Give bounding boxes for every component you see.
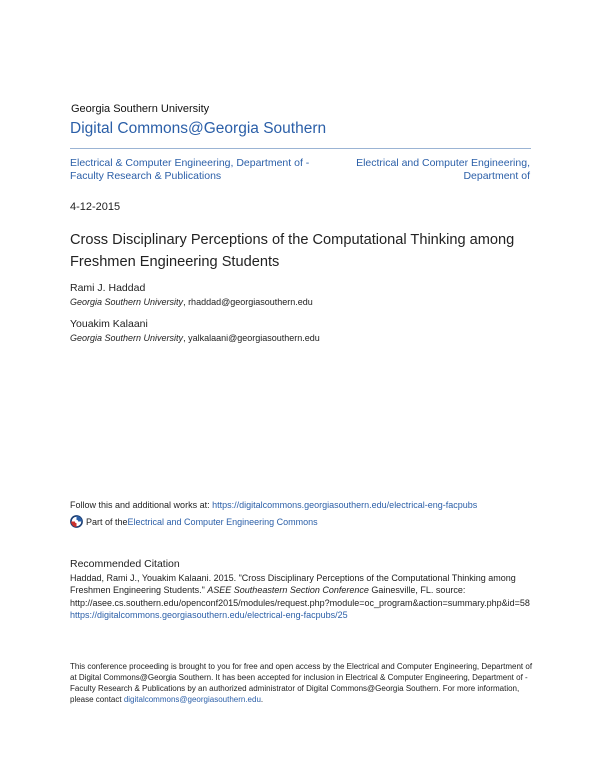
recommended-citation-text [70, 572, 540, 621]
follow-line [70, 500, 477, 510]
access-statement-text: This conference proceeding is brought to you for free and open access by the Electrical and Computer Engineering, Department of at Digital Commons@Georgia Southern. It has been accepted for inclusion in Electrical & Computer Engineering, Department of - Faculty Research & Publications by an authorized administrator of Digital Commons@Georgia Southern. For more information, please contact [70, 662, 533, 704]
author-block [70, 282, 313, 307]
citation-conference: ASEE Southeastern Section Conference [207, 585, 369, 596]
header-divider [70, 148, 531, 149]
commons-link[interactable]: Electrical and Computer Engineering Commons [127, 516, 318, 527]
university-name: Georgia Southern University [71, 103, 210, 115]
access-statement-end: . [260, 695, 264, 704]
author-block [70, 318, 320, 343]
part-of-line [70, 515, 318, 528]
author-affiliation [70, 333, 320, 343]
repository-title-link[interactable]: Digital Commons@Georgia Southern [70, 120, 327, 137]
citation-url-link[interactable]: https://digitalcommons.georgiasouthern.edu/electrical-eng-facpubs/25 [70, 609, 348, 620]
access-statement [70, 661, 540, 705]
follow-text: Follow this and additional works at: [70, 500, 213, 510]
citation-text-after: Gainesville, FL. source: http://asee.cs.southern.edu/openconf2015/modules/request.php?module=oc_program&action=summary.php&id=58 [70, 585, 530, 608]
collection-link-faculty-research[interactable]: Electrical & Computer Engineering, Department of - Faculty Research & Publications [70, 157, 310, 182]
part-of-text: Part of the [86, 516, 128, 527]
author-name: Youakim Kalaani [70, 318, 148, 330]
author-email: , yalkalaani@georgiasouthern.edu [183, 333, 320, 343]
publication-date: 4-12-2015 [70, 201, 121, 213]
recommended-citation-heading: Recommended Citation [70, 558, 180, 570]
paper-title: Cross Disciplinary Perceptions of the Computational Thinking among Freshmen Engineering Students [70, 232, 515, 270]
author-email: , rhaddad@georgiasouthern.edu [183, 297, 313, 307]
collection-link-department[interactable]: Electrical and Computer Engineering, Department of [356, 157, 530, 182]
citation-text-before: Haddad, Rami J., Youakim Kalaani. 2015. "Cross Disciplinary Perceptions of the Computational Thinking among Freshmen Engineering Students." [70, 573, 516, 596]
author-name: Rami J. Haddad [70, 282, 146, 294]
author-affiliation [70, 297, 313, 307]
author-university: Georgia Southern University [70, 297, 184, 307]
commons-network-icon [70, 515, 83, 528]
follow-url-link[interactable]: https://digitalcommons.georgiasouthern.edu/electrical-eng-facpubs [212, 500, 478, 510]
contact-email-link[interactable]: digitalcommons@georgiasouthern.edu [123, 695, 261, 704]
author-university: Georgia Southern University [70, 333, 184, 343]
